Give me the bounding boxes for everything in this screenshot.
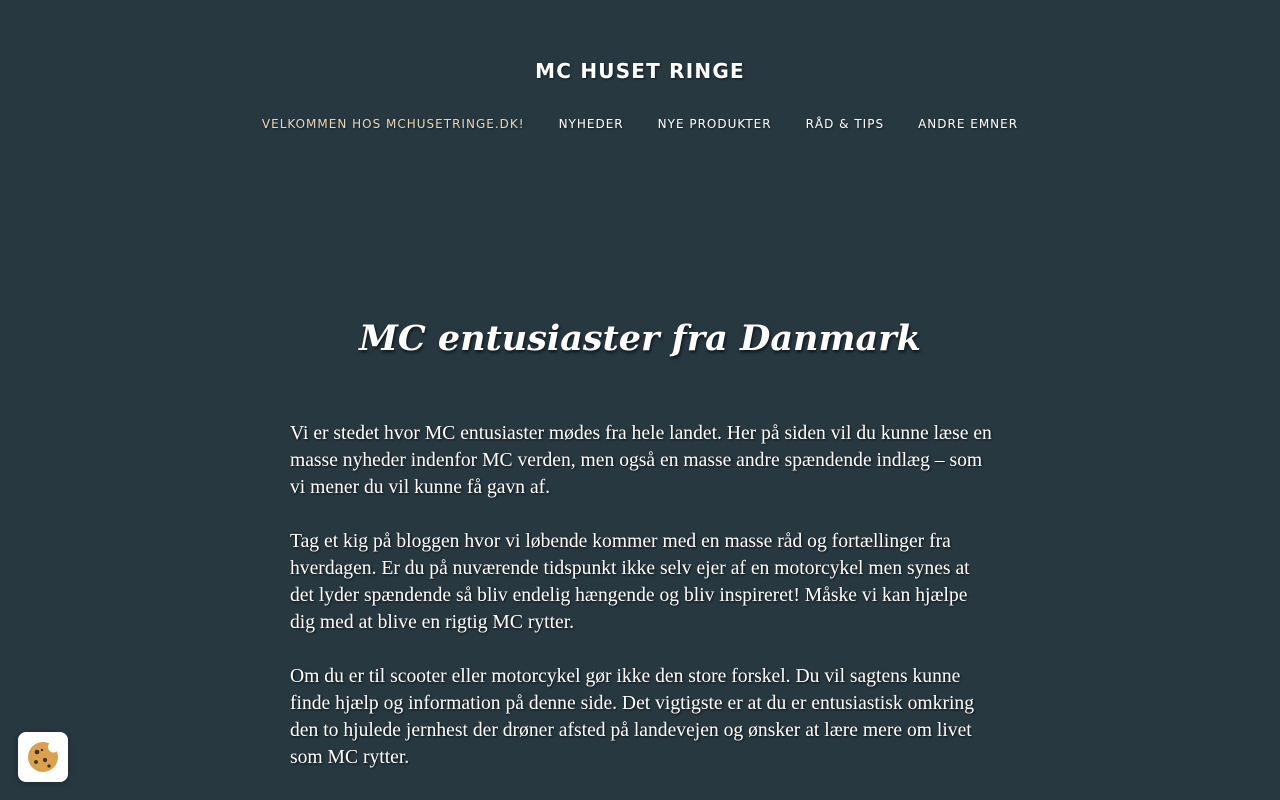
- nav-item-andre-emner[interactable]: ANDRE EMNER: [918, 117, 1019, 131]
- nav-item-velkommen[interactable]: VELKOMMEN HOS MCHUSETRINGE.DK!: [261, 117, 525, 131]
- main-navigation: [0, 115, 1280, 133]
- page-title: MC entusiaster fra Danmark: [359, 318, 921, 359]
- nav-item-nyheder[interactable]: NYHEDER: [558, 117, 624, 131]
- intro-paragraph: Vi er stedet hvor MC entusiaster mødes fra hele landet. Her på siden vil du kunne læse en masse nyheder indenfor MC verden, men også en masse andre spændende indlæg – som vi mener du vil kunne få gavn af.: [290, 423, 992, 498]
- nav-item-nye-produkter[interactable]: NYE PRODUKTER: [657, 117, 772, 131]
- main-content: [290, 420, 994, 798]
- site-title[interactable]: MC HUSET RINGE: [535, 59, 745, 83]
- scooter-paragraph: Om du er til scooter eller motorcykel gør ikke den store forskel. Du vil sagtens kunne finde hjælp og information på denne side. Det vigtigste er at du er entusiastisk omkring den to hjulede jernhest der drøner afsted på landevejen og ønsker at lære mere om livet som MC rytter.: [290, 666, 975, 768]
- blog-paragraph: Tag et kig på bloggen hvor vi løbende kommer med en masse råd og fortællinger fra hverdagen. Er du på nuværende tidspunkt ikke selv ejer af en motorcykel men synes at det lyder spændende så bliv endelig hængende og bliv inspireret! Måske vi kan hjælpe dig med at blive en rigtig MC rytter.: [290, 531, 970, 633]
- cookie-icon: [26, 740, 60, 774]
- nav-item-raad-tips[interactable]: RÅD & TIPS: [805, 117, 885, 131]
- cookie-settings-button[interactable]: [18, 732, 68, 782]
